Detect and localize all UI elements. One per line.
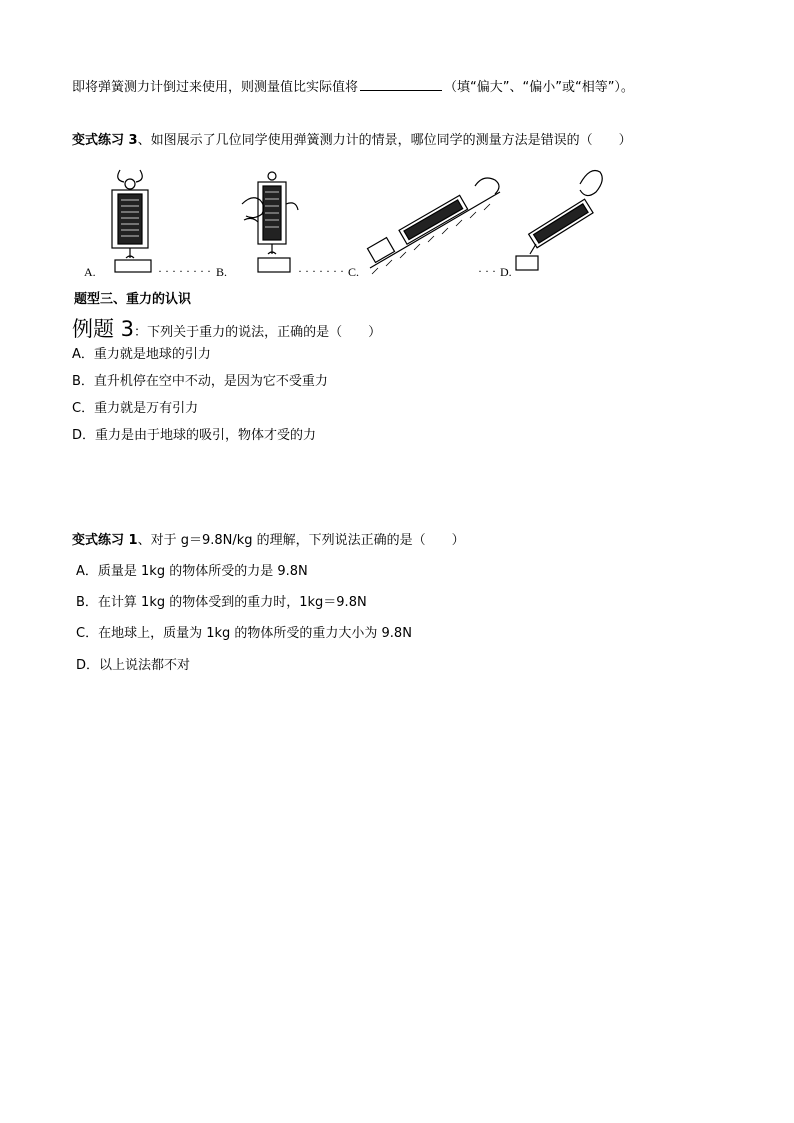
figure-a [112, 170, 151, 272]
figure-d [516, 171, 602, 271]
example3-label: 例题 3 [72, 317, 135, 341]
example3-colon: ： [134, 325, 148, 340]
figure-dots-2: · · · · · · · [298, 264, 344, 278]
spring-scale-figure [80, 164, 620, 284]
exercise1-question [72, 532, 465, 550]
figure-c [367, 178, 500, 274]
intro-line [72, 78, 634, 97]
example3-option-d: D．重力是由于地球的吸引，物体才受的力 [72, 428, 317, 443]
intro-text-after: （填“偏大”、“偏小”或“相等”）。 [444, 80, 634, 95]
section3-title: 题型三、重力的认识 [74, 292, 192, 307]
answer-blank[interactable] [360, 78, 442, 91]
example3-option-b: B．直升机停在空中不动，是因为它不受重力 [72, 374, 328, 389]
figure-label-c: C. [348, 265, 360, 279]
exercise3-question [72, 132, 632, 150]
example3-question [72, 316, 381, 346]
figure-dots-1: · · · · · · · · [158, 264, 211, 278]
exercise1-option-d: D．以上说法都不对 [76, 658, 191, 673]
intro-text-before: 即将弹簧测力计倒过来使用，则测量值比实际值将 [72, 80, 359, 95]
exercise1-option-c: C．在地球上，质量为 1kg 的物体所受的重力大小为 9.8N [76, 626, 412, 641]
figure-dots-3: · · · [478, 264, 496, 278]
exercise3-label: 变式练习 3 [72, 133, 138, 148]
figure-label-b: B. [216, 265, 228, 279]
figure-b [242, 172, 298, 272]
exercise3-text: 、如图展示了几位同学使用弹簧测力计的情景，哪位同学的测量方法是错误的（ ） [137, 133, 632, 148]
figure-label-a: A. [84, 265, 96, 279]
figure-label-d: D. [500, 265, 512, 279]
exercise1-option-a: A．质量是 1kg 的物体所受的力是 9.8N [76, 564, 308, 579]
exercise1-label: 变式练习 1 [72, 533, 138, 548]
example3-text: 下列关于重力的说法，正确的是（ ） [147, 325, 382, 340]
example3-option-c: C．重力就是万有引力 [72, 401, 199, 416]
exercise1-text: 、对于 g＝9.8N/kg 的理解，下列说法正确的是（ ） [137, 533, 465, 548]
exercise1-option-b: B．在计算 1kg 的物体受到的重力时，1kg＝9.8N [76, 595, 367, 610]
example3-option-a: A．重力就是地球的引力 [72, 347, 211, 362]
